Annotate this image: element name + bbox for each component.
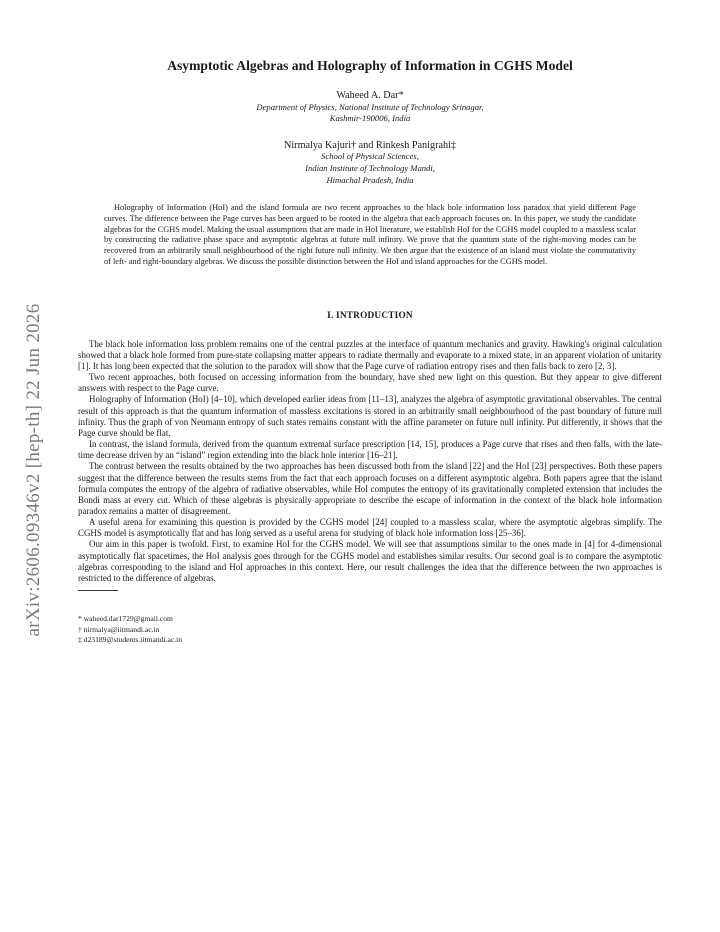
paragraph: In contrast, the island formula, derived from the quantum extremal surface prescription [14, 15], produces a Page curve that rises and then falls, with the late-time decrease driven by an “island” region extending into the black hole interior [16–21]. [78, 439, 662, 461]
paper-page [78, 58, 662, 645]
footnote-rule [78, 590, 118, 591]
paragraph: The contrast between the results obtained by the two approaches has been discussed both from the island [22] and the HoI [23] perspectives. Both these papers suggest that the difference between the results stems from the fact that each approach focuses on a different asymptotic algebra. Both papers agree that the island formula computes the entropy of the algebra of radiative observables, while HoI computes the entropy of its gravitationally completed extension that includes the Bondi mass at every cut. Which of these algebras is physically appropriate to describe the escape of information in the context of the black hole information paradox remains a matter of disagreement. [78, 461, 662, 516]
author-block [78, 90, 662, 186]
author-names-1: Waheed A. Dar* [336, 90, 404, 101]
arxiv-sidebar-stamp [20, 260, 48, 680]
section-heading: I. INTRODUCTION [327, 310, 413, 321]
paragraph: Our aim in this paper is twofold. First, to examine HoI for the CGHS model. We will see that assumptions similar to the ones made in [4] for 4-dimensional asymptotically flat spacetimes, the HoI analysis goes through for the CGHS model and establishes similar results. Our second goal is to compare the asymptotic algebras corresponding to the island and HoI approaches in this context. Here, our result challenges the idea that the difference between the two approaches is restricted to the difference of algebras. [78, 539, 662, 583]
paragraph: The black hole information loss problem remains one of the central puzzles at the interface of quantum mechanics and gravity. Hawking's original calculation showed that a black hole formed from pure-state collapsing matter appears to radiate thermally and evaporate to a mixed state, in an apparent violation of unitarity [1]. It has long been expected that the solution to the paradox will show that the Page curve of radiation entropy rises and then falls back to zero [2, 3]. [78, 338, 662, 371]
affiliation-line: Indian Institute of Technology Mandi, [305, 162, 435, 173]
paragraph: Two recent approaches, both focused on accessing information from the boundary, have shed new light on this question. But they appear to give different answers with respect to the Page curve. [78, 372, 662, 394]
footnote-email: † nirmalya@iitmandi.ac.in [78, 624, 160, 634]
abstract: Holography of Information (HoI) and the island formula are two recent approaches to the black hole information loss paradox that yield different Page curves. The difference between the Page curves has been argued to be rooted in the algebra that each approach focuses on. In this paper, we study the candidate algebras for the CGHS model. Making the usual assumptions that are made in HoI literature, we establish HoI for the CGHS model coupled to a massless scalar by constructing the radiative phase space and asymptotic algebras at future null infinity. We prove that the quantum state of the right-moving modes can be recovered from an arbitrarily small neighbourhood of the right future null infinity. We then argue that the existence of an island must violate the commutativity of left- and right-boundary algebras. We discuss the possible distinction between the HoI and island approaches for the CGHS model. [104, 203, 636, 266]
affiliation-line: Himachal Pradesh, India [326, 174, 414, 185]
arxiv-identifier: arXiv:2606.09346v2 [hep-th] 22 Jun 2026 [23, 303, 44, 637]
paragraph: A useful arena for examining this question is provided by the CGHS model [24] coupled to a massless scalar, where the asymptotic algebras simplify. The CGHS model is asymptotically flat and has long served as a useful arena for studying of black hole information loss [25–36]. [78, 517, 662, 539]
footnote-email: * waheed.dar1729@gmail.com [78, 614, 173, 624]
affiliation-line: Department of Physics, National Institute of Technology Srinagar, [256, 101, 484, 112]
affiliation-line: School of Physical Sciences, [321, 151, 419, 162]
paper-title: Asymptotic Algebras and Holography of Information in CGHS Model [167, 58, 573, 73]
introduction-body [78, 339, 662, 584]
affiliation-line: Kashmir-190006, India [329, 113, 411, 124]
footnotes [78, 614, 662, 645]
footnote-email: ‡ d23189@students.iitmandi.ac.in [78, 634, 183, 644]
author-names-2: Nirmalya Kajuri† and Rinkesh Panigrahi‡ [283, 139, 457, 151]
paragraph: Holography of Information (HoI) [4–10], which developed earlier ideas from [11–13], analyzes the algebra of asymptotic gravitational observables. The central result of this approach is that the quantum information of massless excitations is stored in an arbitrarily small neighbourhood of the past boundary of future null infinity. Thus the graph of von Neumann entropy of such states remains constant with the affine parameter on future null infinity. Put differently, it shows that the Page curve should be flat. [78, 394, 662, 438]
